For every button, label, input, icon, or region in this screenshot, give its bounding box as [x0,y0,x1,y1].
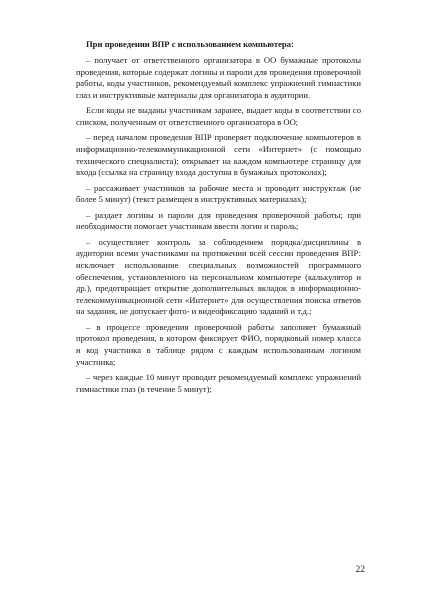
section-heading: При проведении ВПР с использованием компьютера: [86,39,294,49]
paragraph-hand-out-logins: – раздает логины и пароли для проведения проверочной работы; при необходимости помогает участникам ввести логин и пароль; [76,209,361,232]
paragraph-discipline-control: – осуществляет контроль за соблюдением порядка/дисциплины в аудитории всеми участниками на протяжении всей сессии проведения ВПР: исключает использование специальных возможностей программного обеспечения, установленного на персональном компьютере (калькулятор и др.), предотвращает открытие дополнительных вкладок в информационно-телекоммуникационной сети «Интернет» для осуществления поиска ответов на задания, не допускает фото- и видеофиксацию заданий и т.д.; [76,236,361,317]
paragraph-receive-protocols: – получает от ответственного организатора в ОО бумажные протоколы проведения, которые содержат логины и пароли для проведения проверочной работы, коды участников, рекомендуемый комплекс упражнений гимнастики глаз и инструктивные материалы для организатора в аудитории. [76,55,361,100]
page-number: 22 [355,565,365,575]
paragraph-issue-codes: Если коды не выданы участникам заранее, выдает коды в соответствии со списком, полученным от ответственного организатора в ОО; [76,105,361,127]
paragraph-fill-protocol: – в процессе проведения проверочной работы заполняет бумажный протокол проведения, в котором фиксирует ФИО, порядковый номер класса и код участника в таблице рядом с каждым использованным логином участника; [76,321,361,367]
paragraph-seat-participants: – рассаживает участников за рабочие места и проводит инструктаж (не более 5 минут) (текст размещен в инструктивных материалах); [76,182,361,205]
paragraph-eye-exercises: – через каждые 10 минут проводит рекомендуемый комплекс упражнений гимнастики глаз (в течение 5 минут); [76,372,361,394]
page-content [76,38,361,399]
paragraph-check-connection: – перед началом проведения ВПР проверяет подключение компьютеров в информационно-телекоммуникационной сети «Интернет» (с помощью технического специалиста); открывает на каждом компьютере страницу для входа (ссылка на страницу входа доступна в бумажных протоколах); [76,132,361,178]
